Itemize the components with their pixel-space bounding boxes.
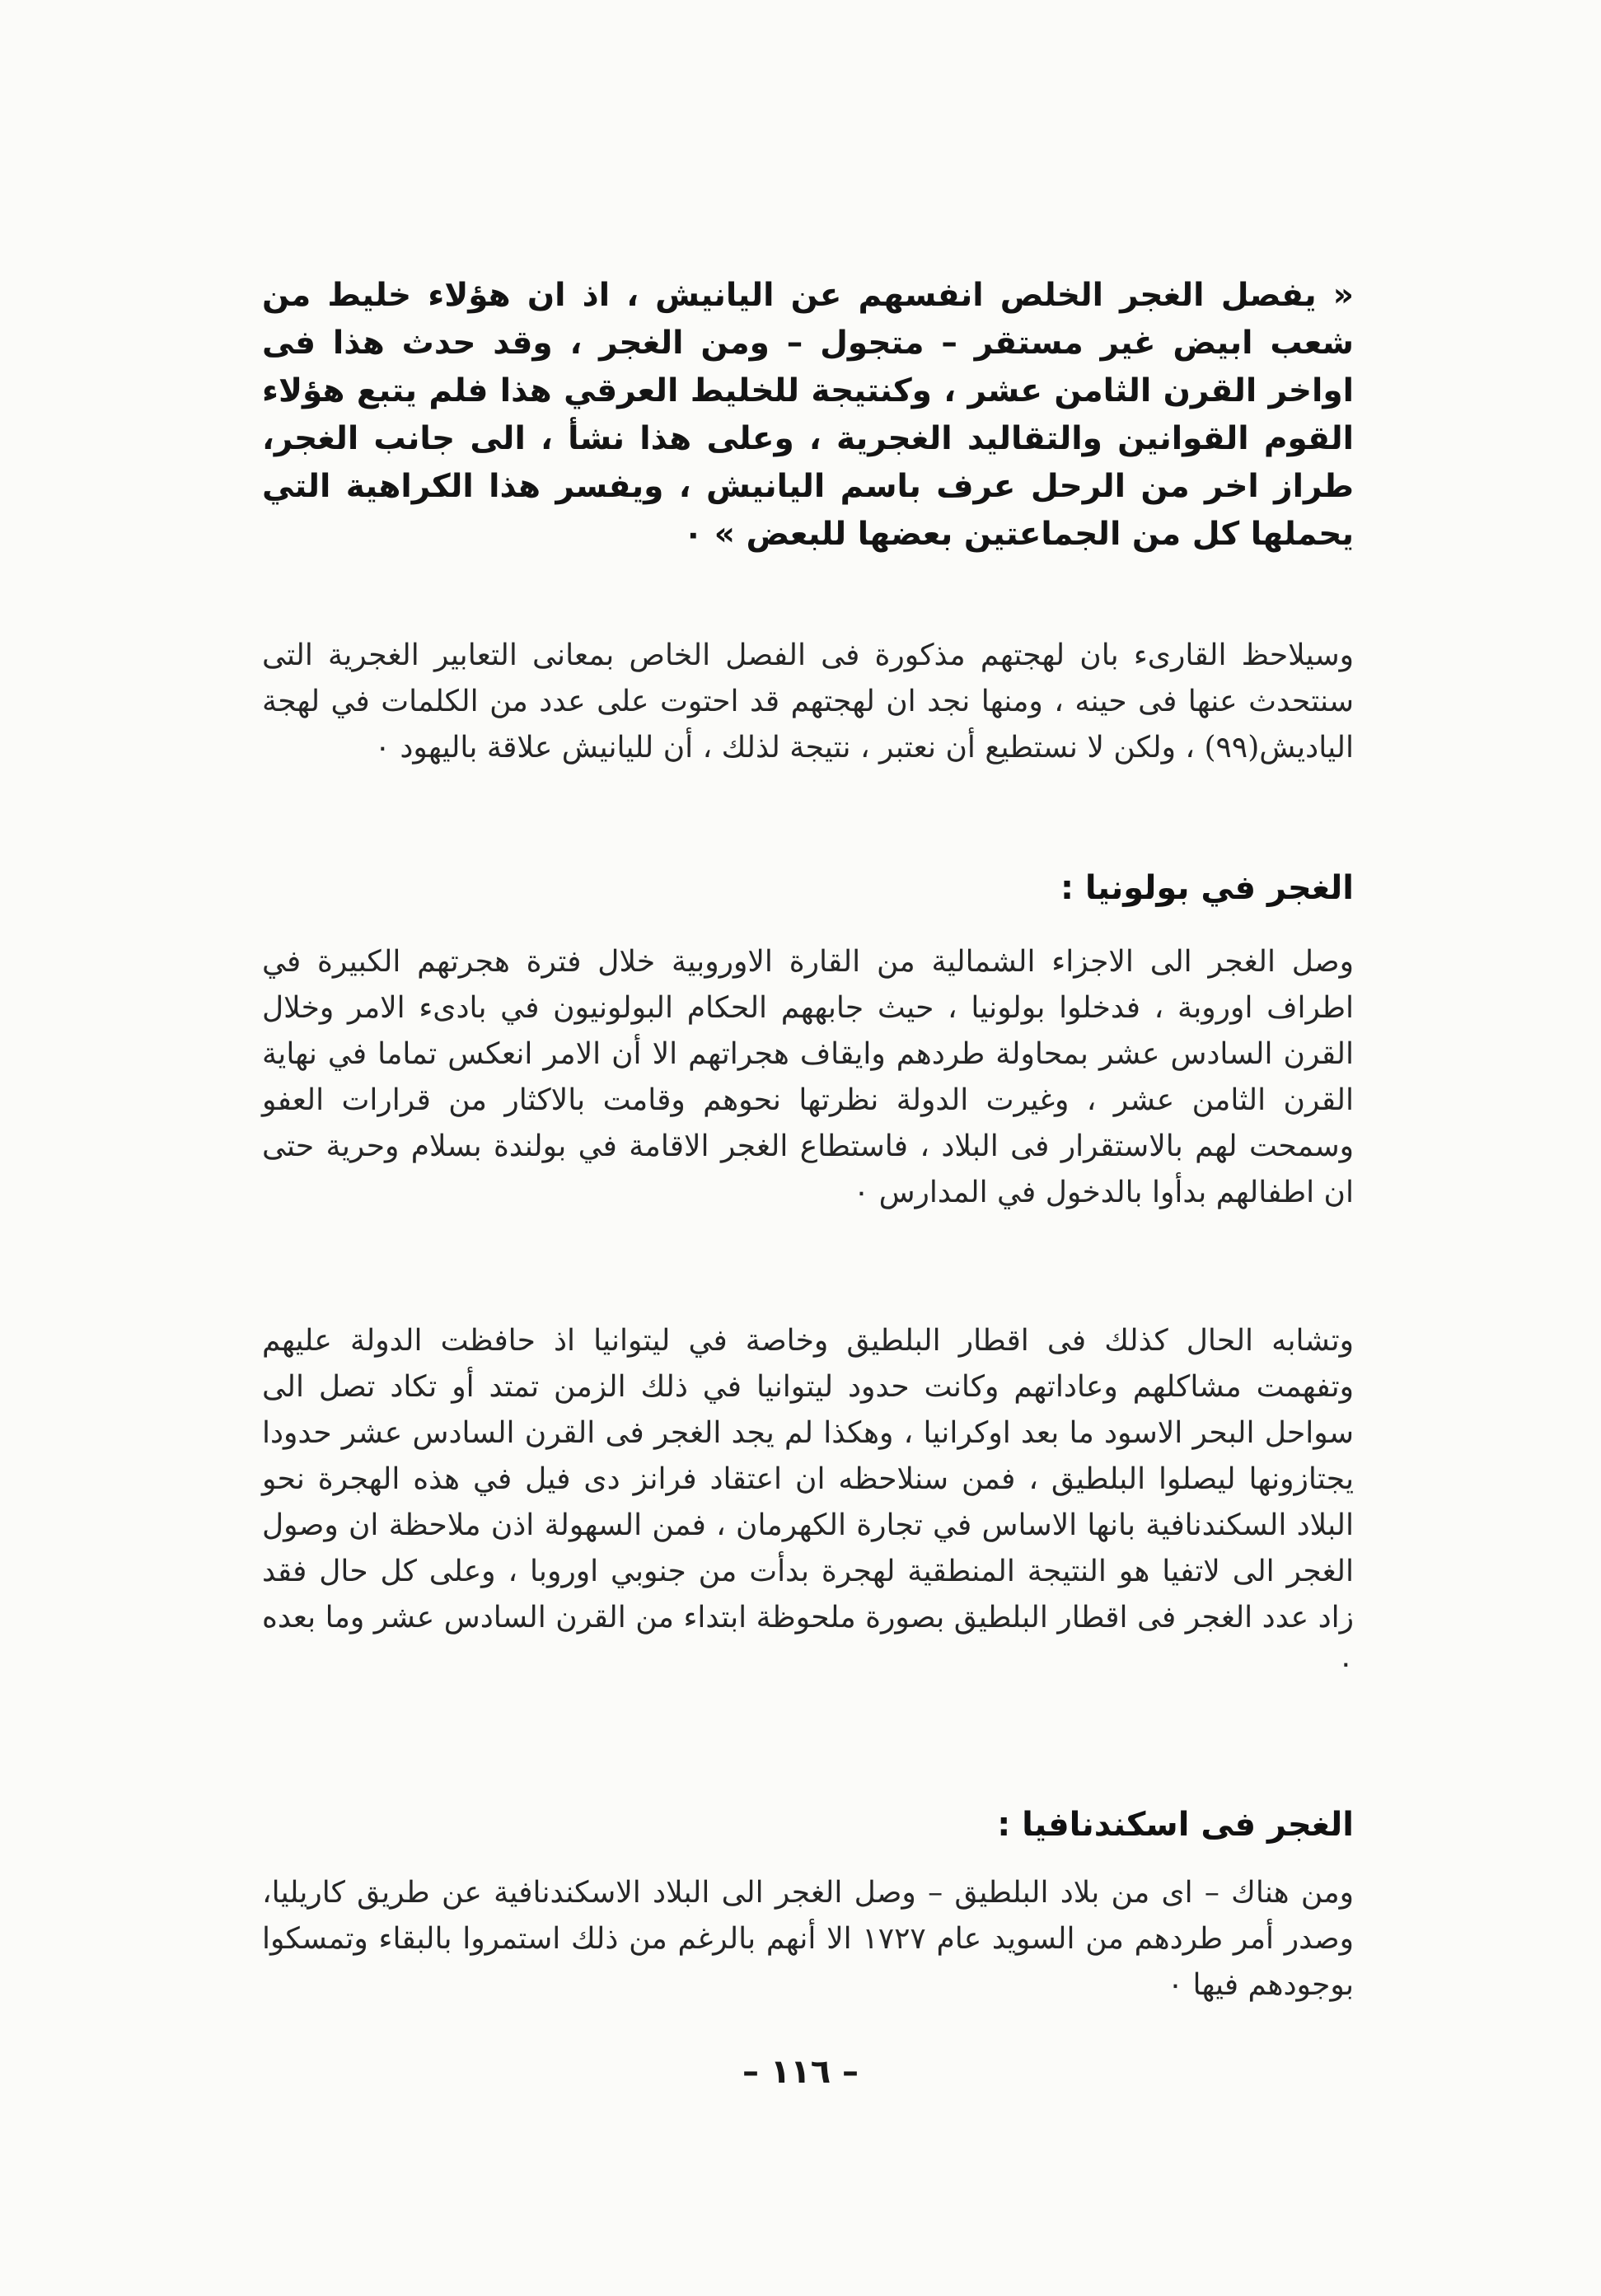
paragraph-yiddish-dialect: وسيلاحظ القارىء بان لهجتهم مذكورة فى الفصل الخاص بمعانى التعابير الغجرية التى سنتحدث عنها فى حينه ، ومنها نجد ان لهجتهم قد احتوت على عدد من الكلمات في لهجة اليادیش(٩٩) ، ولكن لا نستطيع أن نعتبر ، نتيجة لذلك ، أن لليانيش علاقة باليهود ٠ [262, 638, 1354, 765]
paragraph-baltic: وتشابه الحال كذلك فى اقطار البلطيق وخاصة في ليتوانيا اذ حافظت الدولة عليهم وتفهمت مشاكلهم وعاداتهم وكانت حدود ليتوانيا في ذلك الزمن تمتد أو تكاد تصل الى سواحل البحر الاسود ما بعد اوكرانيا ، وهكذا لم يجد الغجر فى القرن السادس عشر حدودا يجتازونها ليصلوا البلطيق ، فمن سنلاحظه ان اعتقاد فرانز دى فيل في هذه الهجرة نحو البلاد السكندنافية بانها الاساس في تجارة الكهرمان ، فمن السهولة اذن ملاحظة ان وصول الغجر الى لاتفيا هو النتيجة المنطقية لهجرة بدأت من جنوبي اوروبا ، وعلى كل حال فقد زاد عدد الغجر فى اقطار البلطيق بصورة ملحوظة ابتداء من القرن السادس عشر وما بعده ٠ [262, 1324, 1354, 1681]
page-number: – ١١٦ – [742, 2053, 859, 2091]
block-quote: « يفصل الغجر الخلص انفسهم عن اليانيش ، اذ ان هؤلاء خليط من شعب ابيض غير مستقر – متجول – ومن الغجر ، وقد حدث هذا فى اواخر القرن الثامن عشر ، وكنتيجة للخليط العرقي هذا فلم يتبع هؤلاء القوم القوانين والتقاليد الغجرية ، وعلى هذا نشأ ، الى جانب الغجر، طراز اخر من الرحل عرف باسم اليانيش ، ويفسر هذا الكراهية التي يحملها كل من الجماعتين بعضها للبعض » ٠ [262, 277, 1354, 553]
paragraph-poland: وصل الغجر الى الاجزاء الشمالية من القارة الاوروبية خلال فترة هجرتهم الكبيرة في اطراف اوروبة ، فدخلوا بولونيا ، حيث جابههم الحكام البولونيون في بادىء الامر وخلال القرن السادس عشر بمحاولة طردهم وايقاف هجراتهم الا أن الامر انعكس تماما في نهاية القرن الثامن عشر ، وغيرت الدولة نظرتها نحوهم وقامت بالاكثار من قرارات العفو وسمحت لهم بالاستقرار فى البلاد ، فاستطاع الغجر الاقامة في بولندة بسلام وحرية حتى ان اطفالهم بدأوا بالدخول في المدارس ٠ [262, 945, 1354, 1209]
section-heading-scandinavia: الغجر فى اسكندنافيا : [997, 1806, 1354, 1844]
paragraph-scandinavia: ومن هناك – اى من بلاد البلطيق – وصل الغجر الى البلاد الاسكندنافية عن طريق كاريليا، وصدر أمر طردهم من السويد عام ١٧٢٧ الا أنهم بالرغم من ذلك استمروا بالبقاء وتمسكوا بوجودهم فيها ٠ [262, 1876, 1354, 2002]
section-heading-poland: الغجر في بولونيا : [1060, 869, 1354, 907]
